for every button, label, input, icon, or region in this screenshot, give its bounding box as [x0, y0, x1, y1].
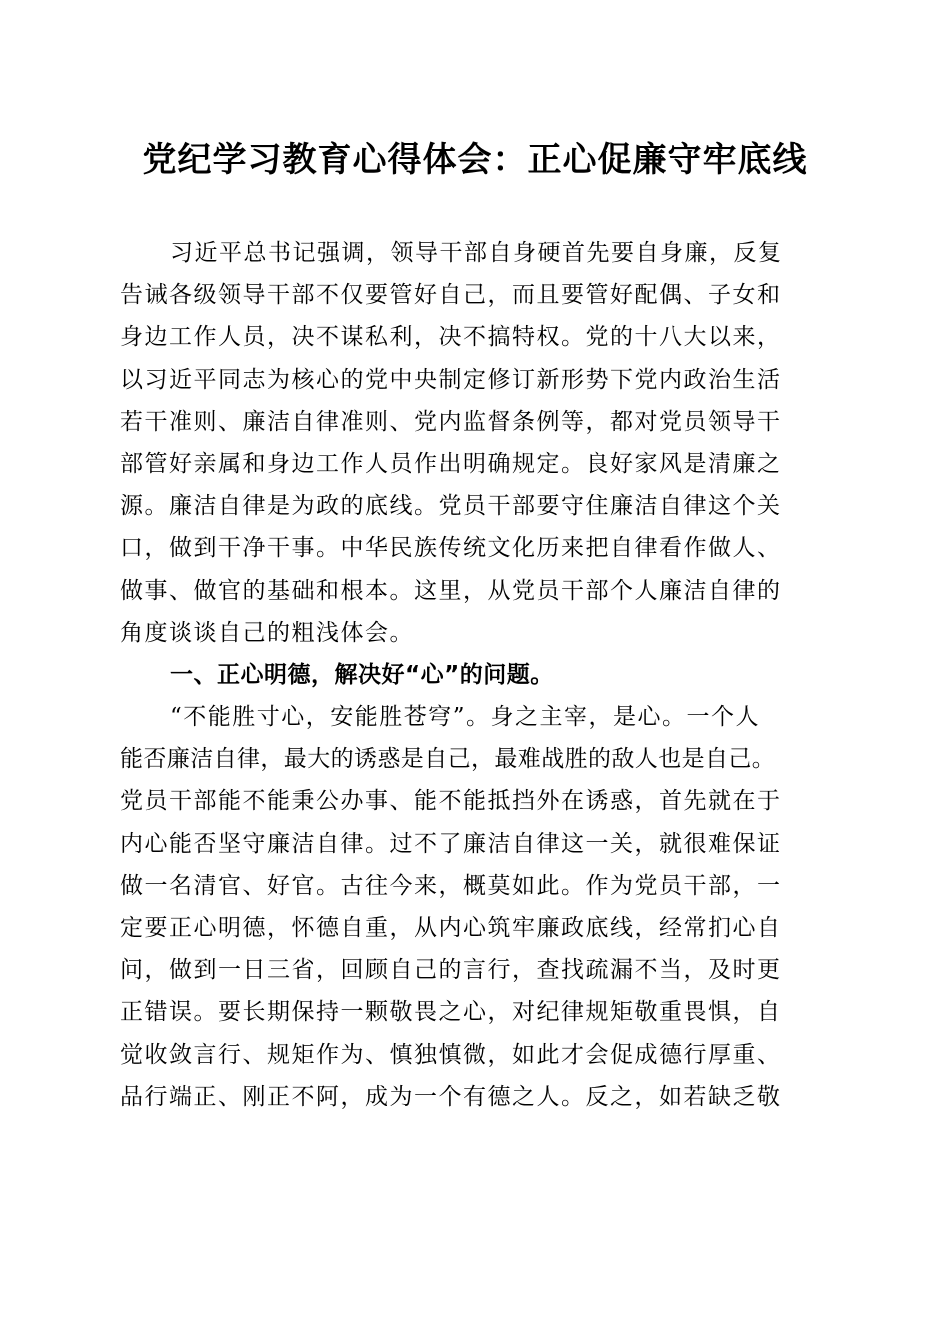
paragraph-line: 觉收敛言行、规矩作为、慎独慎微，如此才会促成德行厚重、 [120, 1041, 782, 1068]
paragraph-line: 能否廉洁自律，最大的诱惑是自己，最难战胜的敌人也是自己。 [120, 746, 776, 773]
paragraph-line: 口，做到干净干事。中华民族传统文化历来把自律看作做人、 [120, 535, 782, 562]
document-body [120, 232, 840, 1118]
paragraph-line: 角度谈谈自己的粗浅体会。 [120, 619, 414, 646]
paragraph-line: 告诫各级领导干部不仅要管好自己，而且要管好配偶、子女和 [120, 282, 782, 309]
paragraph-line: 做事、做官的基础和根本。这里，从党员干部个人廉洁自律的 [120, 577, 782, 604]
paragraph-line: 内心能否坚守廉洁自律。过不了廉洁自律这一关，就很难保证 [120, 830, 782, 857]
paragraph-line: 做一名清官、好官。古往今来，概莫如此。作为党员干部，一 [120, 872, 782, 899]
paragraph-line: 若干准则、廉洁自律准则、党内监督条例等，都对党员领导干 [120, 408, 782, 435]
paragraph-line: 习近平总书记强调，领导干部自身硬首先要自身廉，反复 [170, 240, 783, 266]
paragraph-line: 身边工作人员，决不谋私利，决不搞特权。党的十八大以来， [120, 324, 782, 351]
paragraph-line: 以习近平同志为核心的党中央制定修订新形势下党内政治生活 [120, 366, 782, 393]
paragraph-line: 品行端正、刚正不阿，成为一个有德之人。反之，如若缺乏敬 [120, 1083, 782, 1110]
section-heading: 一、正心明德，解决好“心”的问题。 [170, 661, 554, 688]
paragraph-line: 源。廉洁自律是为政的底线。党员干部要守住廉洁自律这个关 [120, 493, 782, 520]
paragraph-line: 党员干部能不能秉公办事、能不能抵挡外在诱惑，首先就在于 [120, 788, 782, 815]
paragraph-line: 问，做到一日三省，回顾自己的言行，查找疏漏不当，及时更 [120, 957, 782, 984]
document-title: 党纪学习教育心得体会：正心促廉守牢底线 [142, 140, 808, 180]
paragraph-line: “不能胜寸心，安能胜苍穹”。身之主宰，是心。一个人 [170, 704, 761, 731]
paragraph-line: 正错误。要长期保持一颗敬畏之心，对纪律规矩敬重畏惧，自 [120, 999, 782, 1026]
paragraph-line: 定要正心明德，怀德自重，从内心筑牢廉政底线，经常扪心自 [120, 915, 782, 941]
paragraph-line: 部管好亲属和身边工作人员作出明确规定。良好家风是清廉之 [120, 450, 782, 477]
